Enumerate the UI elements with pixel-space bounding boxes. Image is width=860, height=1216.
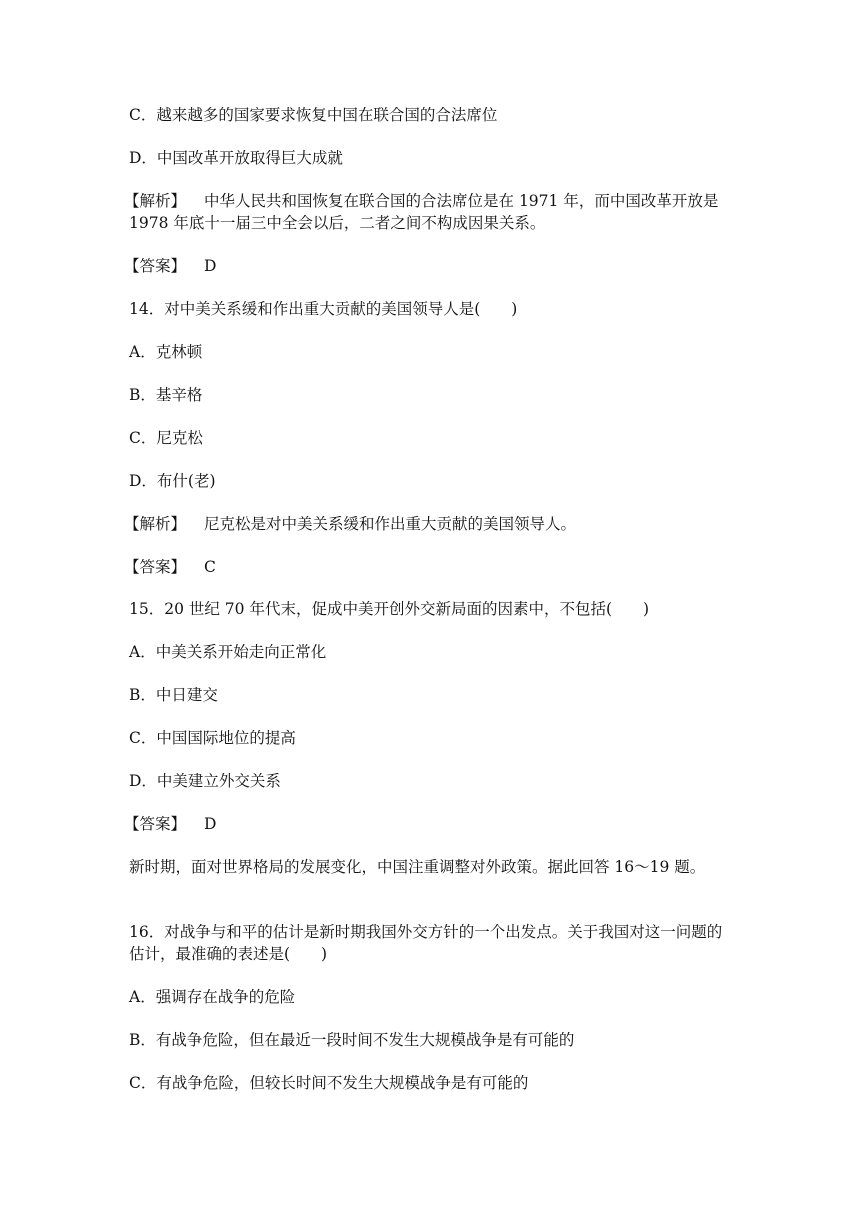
q15-option-b: B．中日建交 [129,686,218,704]
group-intro: 新时期，面对世界格局的发展变化，中国注重调整对外政策。据此回答 16～19 题。 [129,858,706,876]
q14-option-b: B．基辛格 [129,386,203,404]
q13-option-c: C．越来越多的国家要求恢复中国在联合国的合法席位 [129,106,498,124]
q14-option-c: C．尼克松 [129,429,203,447]
q14-question: 14．对中美关系缓和作出重大贡献的美国领导人是( ) [129,300,518,318]
answer-label: 【答案】 [124,558,187,576]
q16-option-a: A．强调存在战争的危险 [129,988,296,1006]
q16-question: 16．对战争与和平的估计是新时期我国外交方针的一个出发点。关于我国对这一问题的估计，最准确的表述是( ) [129,923,723,963]
answer-value: D [204,257,217,275]
analysis-text: 中华人民共和国恢复在联合国的合法席位是在 1971 年，而中国改革开放是 1978 年底十一届三中全会以后，二者之间不构成因果关系。 [129,192,719,232]
q15-question: 15．20 世纪 70 年代末，促成中美开创外交新局面的因素中，不包括( ) [129,600,650,618]
q16-option-c: C．有战争危险，但较长时间不发生大规模战争是有可能的 [129,1074,529,1092]
answer-value: C [204,558,216,576]
q14-answer [124,556,734,578]
answer-label: 【答案】 [124,257,187,275]
analysis-label: 【解析】 [124,192,187,210]
q15-option-d: D．中美建立外交关系 [129,772,281,790]
analysis-text: 尼克松是对中美关系缓和作出重大贡献的美国领导人。 [204,515,577,533]
q13-analysis [124,190,734,234]
answer-label: 【答案】 [124,815,187,833]
q14-option-a: A．克林顿 [129,343,203,361]
q15-option-c: C．中国国际地位的提高 [129,729,296,747]
q14-analysis [124,513,734,535]
analysis-label: 【解析】 [124,515,187,533]
q15-answer [124,813,734,835]
q16-option-b: B．有战争危险，但在最近一段时间不发生大规模战争是有可能的 [129,1031,575,1049]
answer-value: D [204,815,217,833]
q13-answer [124,255,734,277]
q13-option-d: D．中国改革开放取得巨大成就 [129,149,343,167]
q14-option-d: D．布什(老) [129,472,216,490]
q15-option-a: A．中美关系开始走向正常化 [129,643,327,661]
